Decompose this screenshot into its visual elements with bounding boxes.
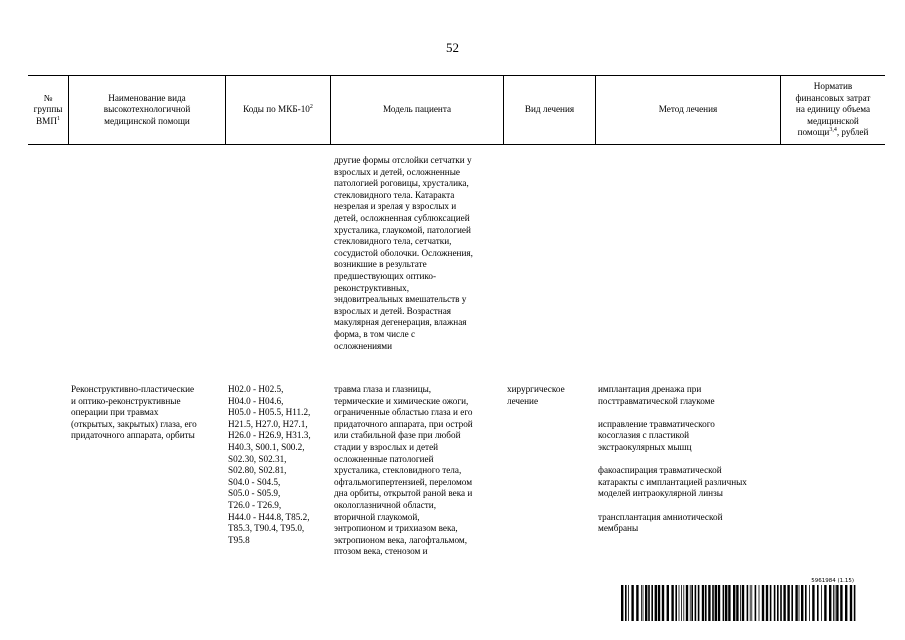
barcode-bar bbox=[631, 585, 633, 621]
barcode-icon bbox=[621, 585, 857, 621]
barcode-bar bbox=[655, 585, 657, 621]
barcode-bar bbox=[774, 585, 776, 621]
barcode-bar bbox=[733, 585, 735, 621]
barcode-bar bbox=[675, 585, 677, 621]
barcode-bar bbox=[791, 585, 793, 621]
treatment-method-item: исправление травматического косоглазия с пластикой экстраокулярных мышц bbox=[598, 418, 715, 452]
treatment-methods bbox=[598, 384, 782, 546]
footnote-mark: 2 bbox=[309, 104, 313, 111]
barcode-bar bbox=[829, 585, 831, 621]
barcode-bar bbox=[643, 585, 644, 621]
barcode-bar bbox=[658, 585, 660, 621]
barcode-bar bbox=[833, 585, 834, 621]
barcode-bar bbox=[836, 585, 838, 621]
barcode-bar bbox=[799, 585, 800, 621]
barcode-bar bbox=[728, 585, 730, 621]
barcode-bar bbox=[628, 585, 629, 621]
barcode-bar bbox=[715, 585, 717, 621]
header-col-treatment-type-text: Вид лечения bbox=[524, 104, 575, 115]
barcode-bar bbox=[698, 585, 700, 621]
barcode-bar bbox=[812, 585, 814, 621]
barcode-bar bbox=[805, 585, 807, 621]
barcode-bar bbox=[636, 585, 638, 621]
barcode-bar bbox=[780, 585, 782, 621]
treatment-method-item: факоаспирация травматической катаракты с имплантацией различных моделей интраокулярной линзы bbox=[598, 465, 747, 499]
footnote-mark: 3,4 bbox=[829, 127, 837, 134]
barcode-bar bbox=[667, 585, 669, 621]
header-col-treatment-method bbox=[596, 76, 781, 144]
barcode-bar bbox=[671, 585, 673, 621]
barcode-bar bbox=[759, 585, 760, 621]
header-col-patient-model-text: Модель пациента bbox=[382, 104, 452, 115]
barcode-bar bbox=[801, 585, 803, 621]
treatment-method-item: трансплантация амниотической мембраны bbox=[598, 511, 723, 534]
barcode-bar bbox=[718, 585, 720, 621]
barcode-bar bbox=[686, 585, 688, 621]
header-bottom-rule bbox=[28, 144, 885, 145]
barcode-bar bbox=[651, 585, 653, 621]
barcode-bar bbox=[681, 585, 682, 621]
header-col-group-number bbox=[28, 76, 69, 144]
barcode-bar bbox=[641, 585, 642, 621]
header-col-patient-model bbox=[331, 76, 504, 144]
barcode-bar bbox=[691, 585, 693, 621]
footnote-mark: 1 bbox=[56, 115, 60, 122]
header-col-cost-standard bbox=[781, 76, 885, 144]
barcode-bar bbox=[795, 585, 797, 621]
treatment-type: хирургическое лечение bbox=[507, 384, 565, 406]
barcode-bar bbox=[787, 585, 789, 621]
header-col-cost-standard-text: Норматив финансовых затрат на единицу объема медицинской помощи bbox=[795, 81, 871, 138]
barcode-bar bbox=[679, 585, 680, 621]
patient-model: травма глаза и глазницы, термические и химические ожоги, ограниченные областью глаза и его придаточного аппарата, при острой или стабильной фазе при любой стадии у взрослых и детей осложненные патологией хрусталика, стекловидного тела, офтальмогипертензией, переломом дна орбиты, открытой раной века и окологлазничной области, вторичной глаукомой, энтропионом и трихиазом века, эктропионом века, лагофтальмом, птозом века, стенозом и bbox=[334, 384, 473, 557]
barcode-bar bbox=[695, 585, 697, 621]
barcode-bar bbox=[723, 585, 725, 621]
barcode-bar bbox=[625, 585, 627, 621]
patient-model-continuation: другие формы отслойки сетчатки у взрослых и детей, осложненные патологией роговицы, хрусталика, стекловидного тела. Катаракта незрелая и зрелая у взрослых и детей, осложненная сублюксацией хрусталика, глаукомой, патологией стекловидного тела, сетчатки, сосудистой оболочки. Осложнения, возникшие в результате предшествующих оптико- реконструктивных, эндовитреальных вмешательств у взрослых и детей. Возрастная макулярная дегенерация, влажная форма, в том числе с осложнениями bbox=[334, 155, 473, 351]
header-col-treatment-method-text: Метод лечения bbox=[658, 104, 718, 115]
barcode-bar bbox=[690, 585, 691, 621]
header-col-care-type bbox=[69, 76, 226, 144]
header-col-treatment-type bbox=[504, 76, 596, 144]
barcode-bar bbox=[835, 585, 836, 621]
barcode-bar bbox=[809, 585, 810, 621]
barcode-bar bbox=[725, 585, 727, 621]
barcode-bar bbox=[736, 585, 738, 621]
barcode-bar bbox=[742, 585, 744, 621]
treatment-method-item: имплантация дренажа при посттравматической глаукоме bbox=[598, 384, 715, 406]
header-col-icd-codes bbox=[226, 76, 331, 144]
barcode-bar bbox=[683, 585, 684, 621]
header-col-care-type-text: Наименование вида высокотехнологичной медицинской помощи bbox=[103, 92, 191, 126]
page-number: 52 bbox=[446, 40, 459, 55]
barcode-bar bbox=[850, 585, 852, 621]
header-col-cost-standard-unit: , рублей bbox=[836, 127, 869, 138]
barcode-bar bbox=[645, 585, 647, 621]
barcode-bar bbox=[751, 585, 752, 621]
barcode-bar bbox=[840, 585, 842, 621]
barcode-bar bbox=[708, 585, 710, 621]
barcode-bar bbox=[705, 585, 707, 621]
barcode-bar bbox=[621, 585, 623, 621]
barcode-bar bbox=[662, 585, 664, 621]
header-col-icd-codes-text: Коды по МКБ-10 bbox=[243, 104, 310, 115]
barcode-bar bbox=[750, 585, 751, 621]
icd-codes: H02.0 - H02.5, H04.0 - H04.6, H05.0 - H05.5, H11.2, H21.5, H27.0, H27.1, H26.0 - H26.9, H31.3, H40.3, S00.1, S00.2, S02.30, S02.31, S02.80, S02.81, S04.0 - S04.5, S05.0 - S05.9, T26.0 - T26.9, H44.0 - H44.8, T85.2, T85.3, T90.4, T95.0, T95.8 bbox=[228, 384, 311, 545]
barcode-caption: 5961984 (1.15) bbox=[811, 578, 854, 584]
barcode-bar bbox=[702, 585, 704, 621]
barcode-bar bbox=[845, 585, 847, 621]
barcode-bar bbox=[854, 585, 856, 621]
barcode-bar bbox=[766, 585, 768, 621]
header-col-group-number-text: № группы ВМП bbox=[33, 92, 63, 126]
barcode-bar bbox=[755, 585, 757, 621]
barcode-bar bbox=[770, 585, 772, 621]
barcode-bar bbox=[648, 585, 650, 621]
barcode-bar bbox=[762, 585, 764, 621]
care-type-name: Реконструктивно-пластические и оптико-реконструктивные операции при травмах (открытых, закрытых) глаза, его придаточного аппарата, орбиты bbox=[71, 384, 197, 441]
barcode-bar bbox=[740, 585, 741, 621]
barcode-bar bbox=[821, 585, 822, 621]
barcode-bar bbox=[777, 585, 779, 621]
barcode-bar bbox=[712, 585, 714, 621]
barcode-bar bbox=[783, 585, 785, 621]
barcode-bar bbox=[817, 585, 819, 621]
barcode-bar bbox=[747, 585, 749, 621]
barcode-bar bbox=[824, 585, 826, 621]
